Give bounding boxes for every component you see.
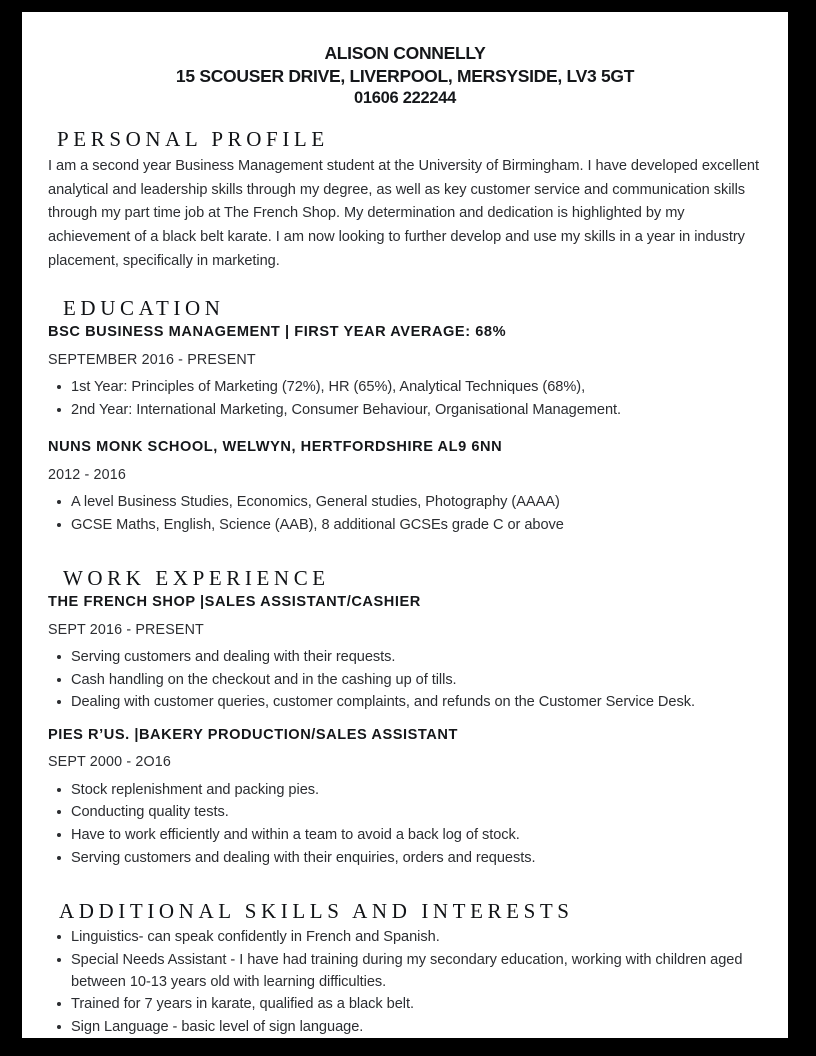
list-item: Have to work efficiently and within a team to avoid a back log of stock. xyxy=(48,825,762,847)
list-item: Conducting quality tests. xyxy=(48,802,762,824)
work-entry xyxy=(48,593,762,714)
education-entry xyxy=(48,438,762,536)
candidate-address: 15 SCOUSER DRIVE, LIVERPOOL, MERSYSIDE, LV3 5GT xyxy=(175,66,635,87)
education-entry-date: SEPTEMBER 2016 - PRESENT xyxy=(48,351,256,368)
education-entry-title: BSC BUSINESS MANAGEMENT | FIRST YEAR AVERAGE: 68% xyxy=(48,324,507,341)
candidate-phone: 01606 222244 xyxy=(354,89,456,108)
work-entry-title: PIES R’US. |BAKERY PRODUCTION/SALES ASSISTANT xyxy=(48,727,458,744)
list-item: Stock replenishment and packing pies. xyxy=(48,780,762,802)
list-item: Dealing with customer queries, customer complaints, and refunds on the Customer Service Desk. xyxy=(48,692,762,714)
list-item: 2nd Year: International Marketing, Consumer Behaviour, Organisational Management. xyxy=(48,400,762,422)
education-entry-bullets xyxy=(48,377,762,421)
list-item: A level Business Studies, Economics, General studies, Photography (AAAA) xyxy=(48,492,762,514)
personal-profile-paragraph: I am a second year Business Management student at the University of Birmingham. I have developed excellent analytical and leadership skills through my degree, as well as key customer service and communication skills through my part time job at The French Shop. My determination and dedication is highlighted by my achievement of a black belt karate. I am now looking to further develop and use my skills in a year in industry placement, specifically in marketing. xyxy=(48,158,759,269)
education-entry-date: 2012 - 2016 xyxy=(48,466,126,483)
section-heading-additional-skills: ADDITIONAL SKILLS AND INTERESTS xyxy=(59,899,574,924)
list-item: Serving customers and dealing with their enquiries, orders and requests. xyxy=(48,848,762,870)
section-heading-personal-profile: PERSONAL PROFILE xyxy=(57,126,329,151)
section-heading-education: EDUCATION xyxy=(63,296,225,321)
list-item: 1st Year: Principles of Marketing (72%), HR (65%), Analytical Techniques (68%), xyxy=(48,377,762,399)
work-entry-date: SEPT 2000 - 2O16 xyxy=(48,754,171,771)
list-item: Serving customers and dealing with their requests. xyxy=(48,647,762,669)
list-item: Sign Language - basic level of sign language. xyxy=(48,1017,762,1038)
additional-skills-bullets xyxy=(48,927,762,1038)
resume-header xyxy=(48,42,762,110)
education-entry-title: NUNS MONK SCHOOL, WELWYN, HERTFORDSHIRE AL9 6NN xyxy=(48,439,503,456)
work-entry-bullets xyxy=(48,647,762,714)
section-education xyxy=(48,297,762,536)
list-item: Trained for 7 years in karate, qualified as a black belt. xyxy=(48,994,762,1016)
list-item: GCSE Maths, English, Science (AAB), 8 additional GCSEs grade C or above xyxy=(48,515,762,537)
section-heading-work-experience: WORK EXPERIENCE xyxy=(63,566,330,591)
education-entry-bullets xyxy=(48,492,762,536)
resume-document xyxy=(22,12,788,1038)
section-work-experience xyxy=(48,567,762,869)
list-item: Linguistics- can speak confidently in French and Spanish. xyxy=(48,927,762,949)
work-entry xyxy=(48,726,762,869)
work-entry-title: THE FRENCH SHOP |SALES ASSISTANT/CASHIER xyxy=(48,594,421,611)
candidate-name: ALISON CONNELLY xyxy=(324,43,486,63)
work-entry-bullets xyxy=(48,780,762,869)
work-entry-date: SEPT 2016 - PRESENT xyxy=(48,621,204,638)
section-additional-skills xyxy=(48,900,762,1038)
education-entry xyxy=(48,323,762,421)
list-item: Cash handling on the checkout and in the cashing up of tills. xyxy=(48,670,762,692)
section-personal-profile xyxy=(48,128,762,273)
list-item: Special Needs Assistant - I have had training during my secondary education, working with children aged between 10-13 years old with learning difficulties. xyxy=(48,950,762,993)
